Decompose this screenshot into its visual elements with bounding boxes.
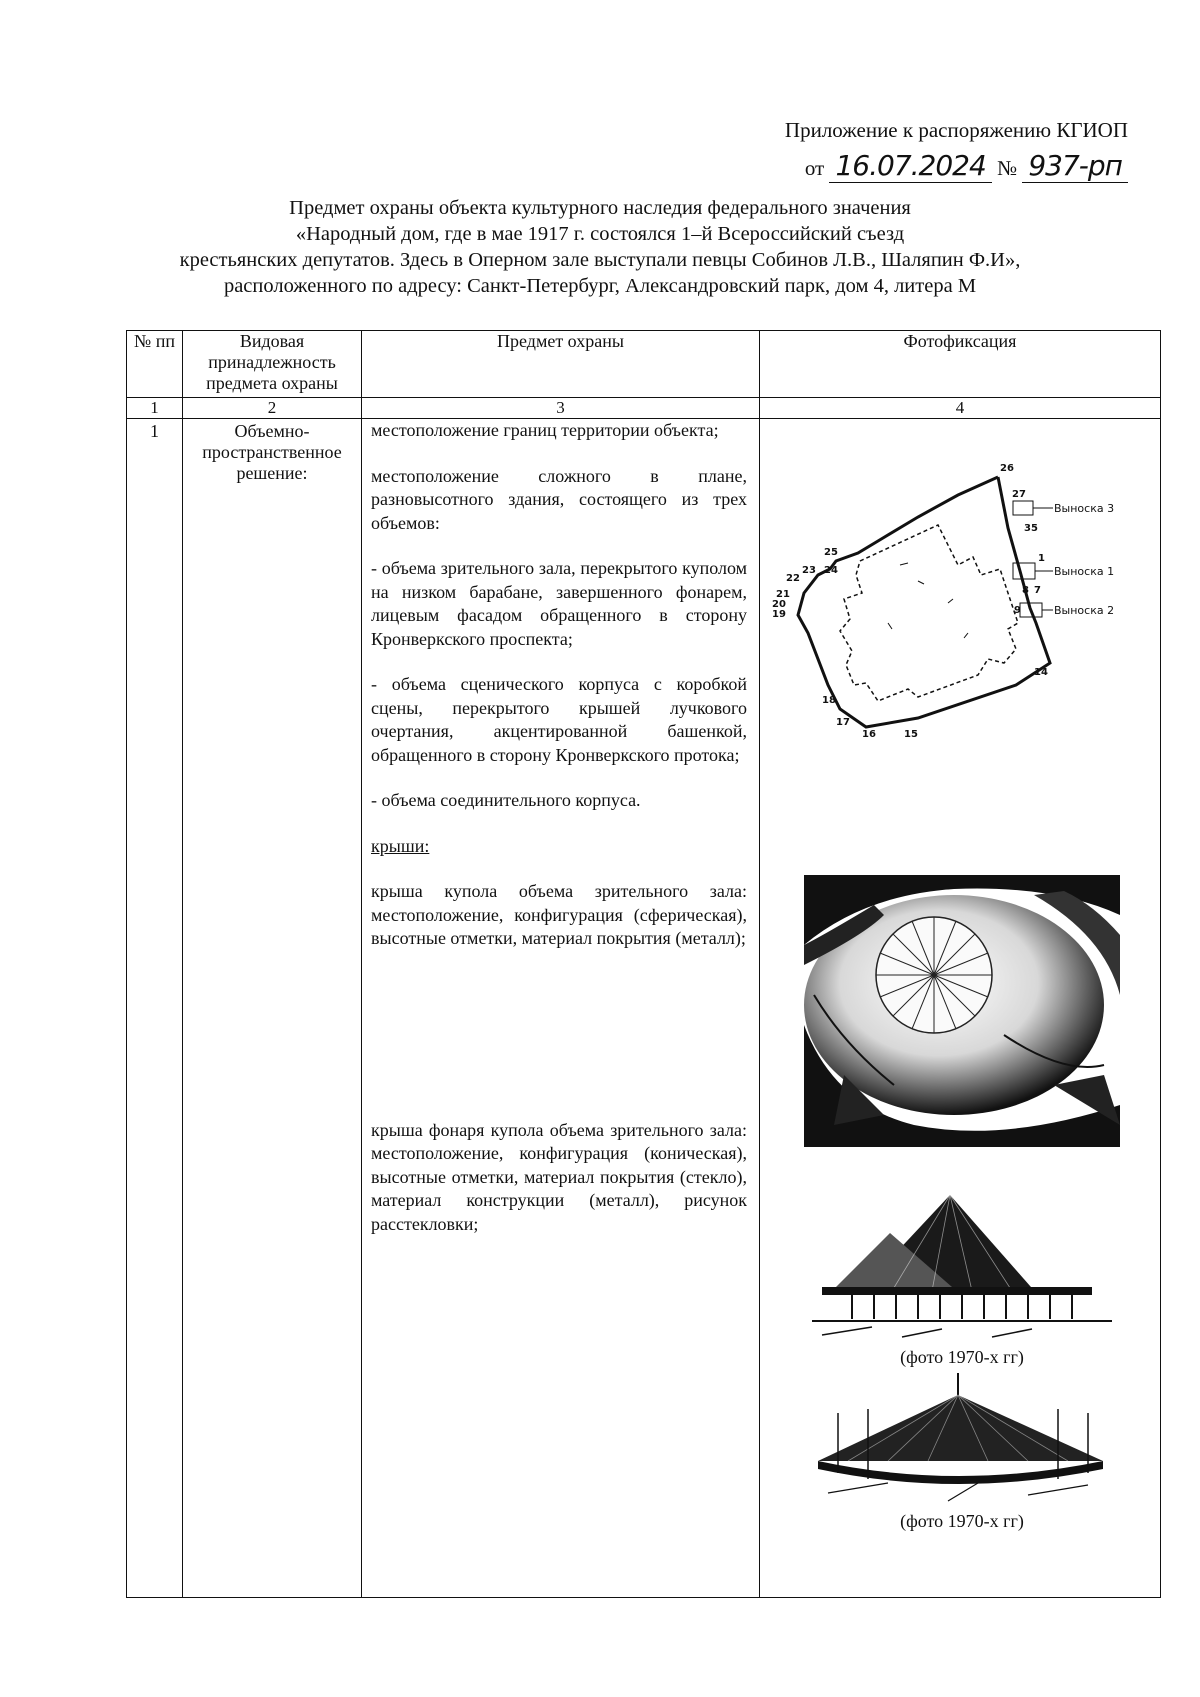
subject-paragraph: крыша фонаря купола объема зрительного зала: местоположение, конфигурация (коническая), высотные отметки, материал покрытия (стекло), материал конструкции (металл), рисунок расстекловки; (371, 1119, 747, 1234)
photo-caption: (фото 1970-х гг) (900, 1347, 1024, 1367)
row-number: 1 (127, 419, 183, 1598)
subject-paragraph: - объема соединительного корпуса. (371, 790, 641, 810)
plan-point-label: 35 (1024, 523, 1038, 534)
plan-point-label: 1 (1038, 553, 1045, 564)
table-row (127, 419, 1161, 1598)
plan-point-label: 19 (772, 609, 786, 620)
subject-paragraph: местоположение сложного в плане, разновысотного здания, состоящего из трех объемов: (371, 465, 747, 533)
header-subject: Предмет охраны (362, 331, 760, 398)
dome-photo (804, 875, 1120, 1147)
plan-callout-label: Выноска 3 (1054, 502, 1115, 515)
col-number: 1 (127, 398, 183, 419)
plan-point-label: 27 (1012, 489, 1026, 500)
lantern-photo-2 (808, 1373, 1118, 1505)
plan-point-label: 20 (772, 599, 786, 610)
annex-header (785, 118, 1128, 182)
col-number: 4 (760, 398, 1161, 419)
header-photo: Фотофиксация (760, 331, 1161, 398)
annex-no: № (997, 156, 1018, 180)
site-plan-image (768, 453, 1158, 743)
plan-point-label: 15 (904, 729, 918, 740)
plan-point-label: 17 (836, 717, 850, 728)
title-line: Предмет охраны объекта культурного наследия федерального значения (289, 197, 911, 219)
photo-caption: (фото 1970-х гг) (900, 1511, 1024, 1531)
annex-date-line (785, 149, 1128, 182)
title-line: расположенного по адресу: Санкт-Петербург, Александровский парк, дом 4, литера М (223, 275, 977, 297)
plan-point-label: 24 (824, 565, 838, 576)
plan-point-label: 7 (1034, 585, 1041, 596)
header-kind: Видовая принадлежность предмета охраны (183, 331, 362, 398)
column-number-row (127, 398, 1161, 419)
protection-table (126, 330, 1161, 1598)
plan-point-label: 9 (1014, 605, 1021, 616)
header-num: № пп (127, 331, 183, 398)
col-number: 3 (362, 398, 760, 419)
subject-paragraph: - объема зрительного зала, перекрытого куполом на низком барабане, завершенного фонарем, лицевым фасадом обращенного в сторону Кронверкского проспекта; (371, 558, 747, 649)
annex-title: Приложение к распоряжению КГИОП (784, 118, 1128, 142)
title-line: «Народный дом, где в мае 1917 г. состоялся 1–й Всероссийский съезд (295, 223, 905, 245)
plan-callout-label: Выноска 2 (1054, 604, 1115, 617)
subject-paragraph: крыша купола объема зрительного зала: местоположение, конфигурация (сферическая), высотные отметки, материал покрытия (металл); (371, 881, 747, 948)
annex-number: 937-рп (1022, 149, 1128, 183)
plan-point-label: 25 (824, 547, 838, 558)
row-kind: Объемно-пространственное решение: (183, 419, 362, 1598)
plan-point-label: 14 (1034, 667, 1048, 678)
annex-date: 16.07.2024 (829, 149, 991, 183)
plan-point-label: 21 (776, 589, 790, 600)
subject-subheading: крыши: (371, 835, 430, 856)
plan-callout-label: Выноска 1 (1054, 565, 1115, 578)
annex-from: от (804, 156, 825, 180)
lantern-photo-1 (812, 1187, 1112, 1345)
document-title (90, 195, 1110, 299)
title-line: крестьянских депутатов. Здесь в Оперном зале выступали певцы Собинов Л.В., Шаляпин Ф.И», (179, 249, 1021, 271)
subject-paragraph: местоположение границ территории объекта; (371, 420, 719, 440)
plan-point-label: 26 (1000, 463, 1014, 474)
row-subject (362, 419, 760, 1598)
col-number: 2 (183, 398, 362, 419)
plan-point-label: 18 (822, 695, 836, 706)
row-photos (760, 419, 1161, 1598)
plan-point-label: 16 (862, 729, 876, 740)
subject-paragraph: - объема сценического корпуса с коробкой сцены, перекрытого крышей лучкового очертания, акцентированной башенкой, обращенного в сторону Кронверкского протока; (371, 674, 747, 765)
plan-point-label: 23 (802, 565, 816, 576)
plan-point-label: 22 (786, 573, 800, 584)
table-header-row (127, 331, 1161, 398)
plan-point-label: 8 (1022, 585, 1029, 596)
